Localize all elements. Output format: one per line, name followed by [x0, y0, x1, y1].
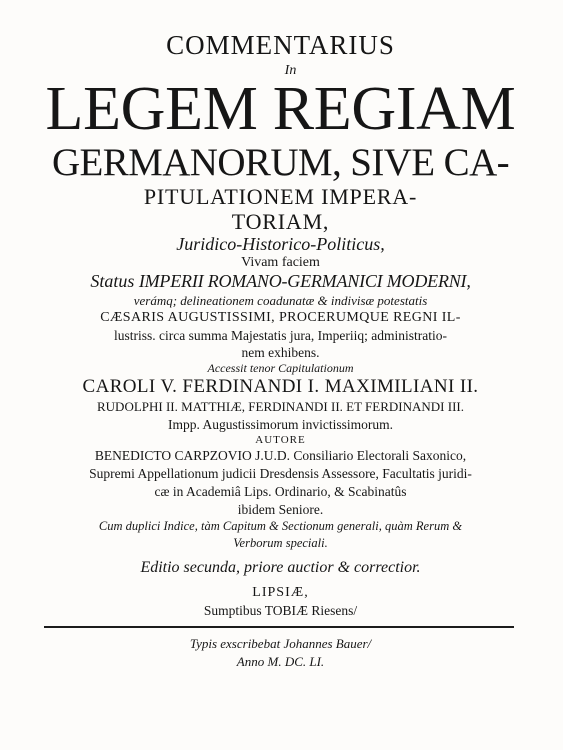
line-typis: Typis exscribebat Johannes Bauer/	[189, 636, 372, 651]
line-caroli: CAROLI V. FERDINANDI I. MAXIMILIANI II.	[82, 376, 479, 397]
line-cum-duplici: Cum duplici Indice, tàm Capitum & Sectionum generali, quàm Rerum &	[98, 519, 463, 533]
horizontal-rule	[44, 626, 514, 628]
line-ibidem-seniore: ibidem Seniore.	[237, 502, 324, 517]
line-verborum: Verborum speciali.	[233, 536, 328, 550]
line-rudolphi: RUDOLPHI II. MATTHIÆ, FERDINANDI II. ET FERDINANDI III.	[97, 399, 464, 414]
line-academia: cæ in Academiâ Lips. Ordinario, & Scabinatûs	[154, 484, 407, 499]
line-vivam-faciem: Vivam faciem	[241, 255, 320, 270]
line-accessit: Accessit tenor Capitulationum	[207, 361, 354, 375]
status-word: Status	[90, 271, 135, 291]
line-commentarius: COMMENTARIUS	[166, 30, 395, 60]
line-autore: AUTORE	[255, 434, 306, 446]
line-nem-exhibens: nem exhibens.	[241, 345, 320, 360]
line-in: In	[284, 63, 297, 78]
line-impp: Impp. Augustissimorum invictissimorum.	[167, 417, 393, 432]
line-germanorum: GERMANORUM, SIVE CA-	[51, 141, 510, 184]
line-juridico: Juridico-Historico-Politicus,	[176, 234, 385, 254]
line-caesaris: CÆSARIS AUGUSTISSIMI, PROCERUMQUE REGNI IL-	[100, 310, 461, 325]
line-editio: Editio secunda, priore auctior & correctior.	[140, 559, 421, 576]
line-status-imperii	[20, 272, 541, 290]
line-anno: Anno M. DC. LI.	[236, 654, 325, 669]
line-veramq: verámq; delineationem coadunatæ & indivisæ potestatis	[133, 293, 428, 308]
line-supremi: Supremi Appellationum judicii Dresdensis Assessore, Facultatis juridi-	[89, 466, 472, 481]
line-pitulationem: PITULATIONEM IMPERA-	[143, 184, 418, 209]
imperii-words: IMPERII ROMANO-GERMANICI MODERNI,	[138, 271, 471, 291]
line-legem-regiam: LEGEM REGIAM	[45, 75, 516, 143]
line-sumptibus: Sumptibus TOBIÆ Riesens/	[203, 603, 358, 618]
line-lipsiae: LIPSIÆ,	[252, 585, 309, 600]
line-toriam: TORIAM,	[231, 209, 330, 234]
line-benedicto: BENEDICTO CARPZOVIO J.U.D. Consiliario Electorali Saxonico,	[94, 448, 467, 463]
line-lustriss: lustriss. circa summa Majestatis jura, Imperiiq; administratio-	[114, 328, 447, 343]
